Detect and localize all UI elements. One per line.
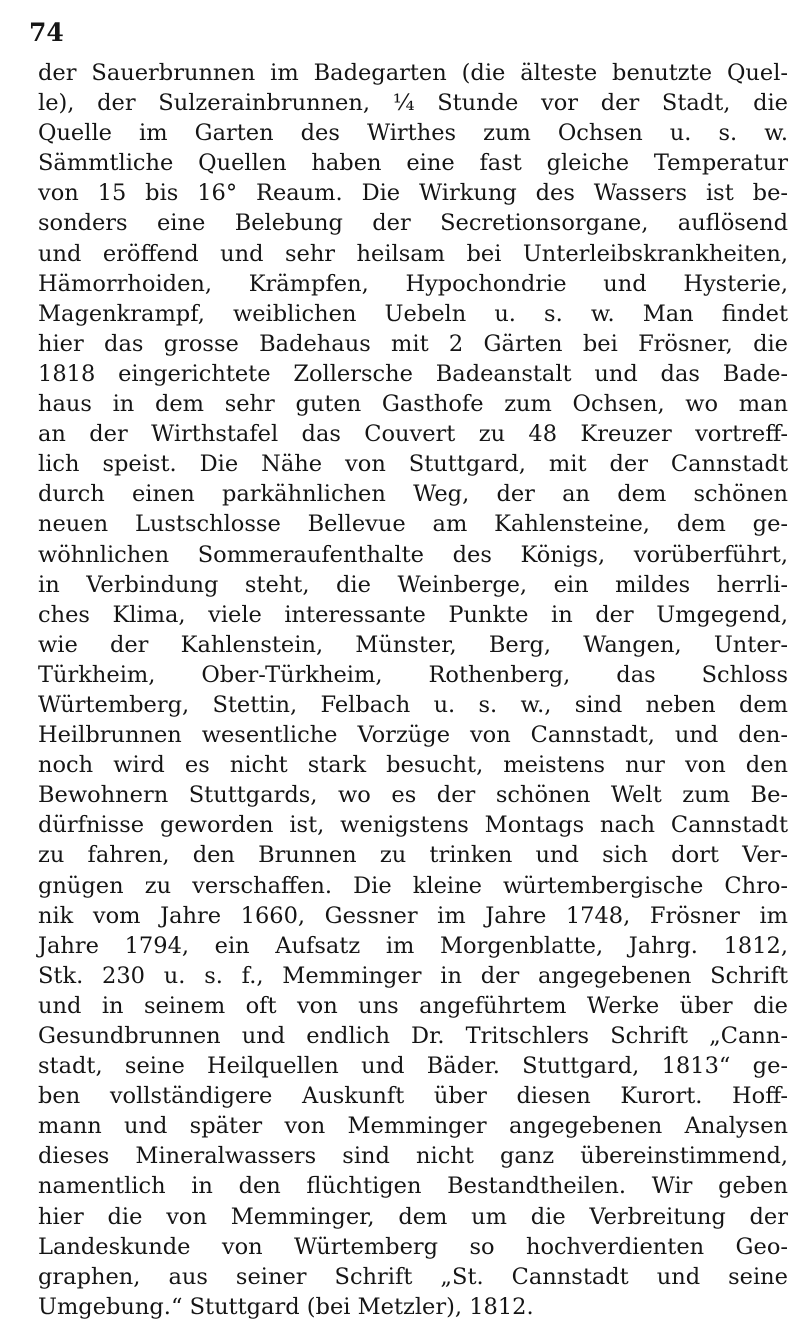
text-line: Stk. 230 u. s. f., Memminger in der angegebenen Schrift [38,962,788,989]
text-line: gnügen zu verschaffen. Die kleine würtembergische Chro- [38,872,788,899]
text-line: sonders eine Belebung der Secretionsorgane, auflösend [38,210,788,237]
text-line: Landeskunde von Würtemberg so hochverdienten Geo- [38,1233,788,1260]
text-line: Hämorrhoiden, Krämpfen, Hypochondrie und Hysterie, [38,270,788,297]
text-line: hier das grosse Badehaus mit 2 Gärten bei Frösner, die [38,330,788,357]
text-line: 1818 eingerichtete Zollersche Badeanstalt und das Bade- [38,360,788,387]
text-line: Würtemberg, Stettin, Felbach u. s. w., sind neben dem [38,691,788,718]
text-line: ches Klima, viele interessante Punkte in der Umgegend, [38,601,788,628]
text-line: Jahre 1794, ein Aufsatz im Morgenblatte, Jahrg. 1812, [38,932,788,959]
text-line: dürfnisse geworden ist, wenigstens Montags nach Cannstadt [38,812,788,839]
text-line: lich speist. Die Nähe von Stuttgard, mit der Cannstadt [38,451,788,478]
text-line: und eröffend und sehr heilsam bei Unterleibskrankheiten, [38,240,788,267]
text-line: wöhnlichen Sommeraufenthalte des Königs, vorüberführt, [38,541,788,568]
text-line: mann und später von Memminger angegebenen Analysen [38,1113,788,1140]
text-line: stadt, seine Heilquellen und Bäder. Stuttgard, 1813“ ge- [38,1053,788,1080]
text-line: zu fahren, den Brunnen zu trinken und sich dort Ver- [38,842,788,869]
text-line: Sämmtliche Quellen haben eine fast gleiche Temperatur [38,150,788,177]
text-line: Quelle im Garten des Wirthes zum Ochsen u. s. w. [38,120,788,147]
text-line: ben vollständigere Auskunft über diesen Kurort. Hoff- [38,1083,788,1110]
text-line: der Sauerbrunnen im Badegarten (die älteste benutzte Quel- [38,60,788,86]
text-line: graphen, aus seiner Schrift „St. Cannstadt und seine [38,1263,788,1290]
text-line: und in seinem oft von uns angeführtem Werke über die [38,992,788,1019]
text-line: an der Wirthstafel das Couvert zu 48 Kreuzer vortreff- [38,421,788,448]
text-line: wie der Kahlenstein, Münster, Berg, Wangen, Unter- [38,631,788,658]
text-line: Gesundbrunnen und endlich Dr. Tritschlers Schrift „Cann- [38,1023,788,1049]
text-line: Umgebung.“ Stuttgard (bei Metzler), 1812. [38,1293,534,1320]
text-line: neuen Lustschlosse Bellevue am Kahlensteine, dem ge- [38,511,788,538]
text-line: Heilbrunnen wesentliche Vorzüge von Cannstadt, und den- [38,722,788,749]
text-line: Magenkrampf, weiblichen Uebeln u. s. w. Man findet [38,300,788,327]
text-line: namentlich in den flüchtigen Bestandtheilen. Wir geben [38,1173,788,1200]
text-line: haus in dem sehr guten Gasthofe zum Ochsen, wo man [38,391,788,418]
text-line: durch einen parkähnlichen Weg, der an dem schönen [38,481,788,508]
text-line: von 15 bis 16° Reaum. Die Wirkung des Wassers ist be- [38,180,788,207]
page-number: 74 [29,18,64,47]
text-line: le), der Sulzerainbrunnen, ¼ Stunde vor der Stadt, die [38,90,788,117]
body-text [38,58,788,1322]
text-line: Bewohnern Stuttgards, wo es der schönen Welt zum Be- [38,782,788,809]
text-line: noch wird es nicht stark besucht, meistens nur von den [38,752,788,779]
text-line: in Verbindung steht, die Weinberge, ein mildes herrli- [38,571,788,598]
text-line: Türkheim, Ober-Türkheim, Rothenberg, das Schloss [38,661,788,688]
text-line: nik vom Jahre 1660, Gessner im Jahre 1748, Frösner im [38,902,788,929]
text-line: hier die von Memminger, dem um die Verbreitung der [38,1203,788,1230]
text-line: dieses Mineralwassers sind nicht ganz übereinstimmend, [38,1143,788,1170]
